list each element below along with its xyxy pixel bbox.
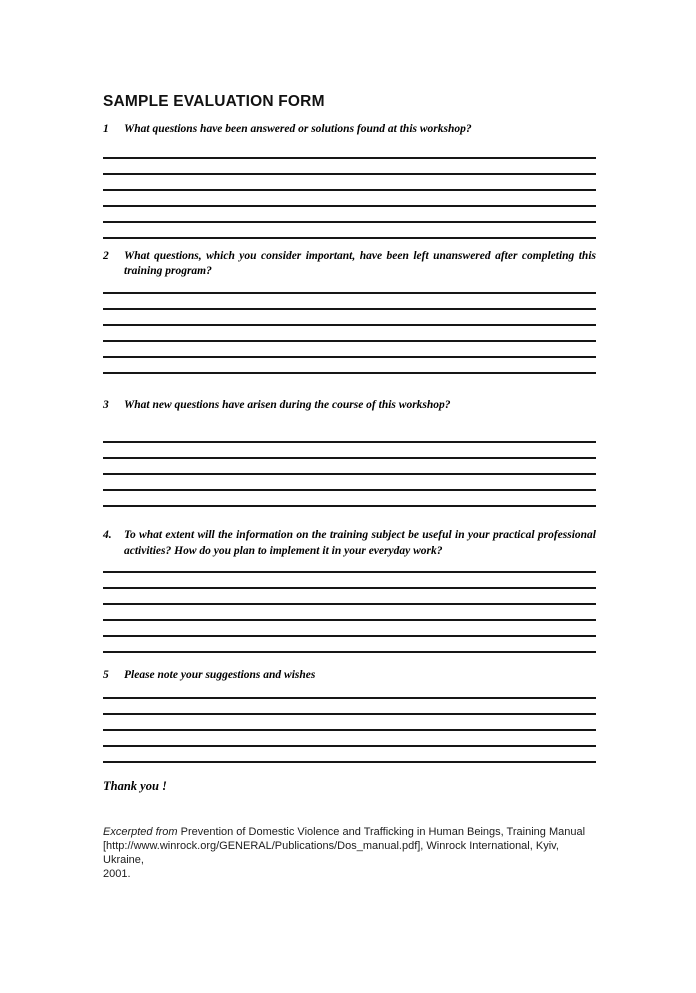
answer-line [103,587,596,589]
answer-lines [103,697,596,763]
source-citation [103,825,596,881]
closing-text: Thank you ! [103,778,167,793]
document-page [0,93,696,993]
question-text: What questions, which you consider important, have been left unanswered after completing this training program? [124,249,596,277]
answer-line [103,457,596,459]
question-row [103,668,596,684]
answer-line [103,324,596,326]
citation-source-title: Prevention of Domestic Violence and Trafficking in Human Beings, Training Manual [180,825,586,838]
question-section-3 [103,398,596,508]
question-text: What questions have been answered or solutions found at this workshop? [124,123,472,135]
answer-line [103,173,596,175]
question-row [103,528,596,559]
answer-line [103,356,596,358]
citation-line-2: [http://www.winrock.org/GENERAL/Publications/Dos_manual.pdf], Winrock International, Kyiv, Ukraine, [103,839,559,866]
answer-line [103,205,596,207]
question-number: 4. [103,529,112,541]
answer-line [103,745,596,747]
question-number: 3 [103,398,109,411]
answer-line [103,505,596,507]
question-text: To what extent will the information on the training subject be useful in your practical professional activities? How do you plan to implement it in your everyday work? [124,529,596,557]
answer-line [103,713,596,715]
answer-line [103,571,596,573]
answer-line [103,221,596,223]
answer-lines [103,571,596,653]
answer-line [103,619,596,621]
page-title: SAMPLE EVALUATION FORM [103,93,325,110]
citation-line-1 [103,825,596,839]
answer-line [103,729,596,731]
answer-line [103,651,596,653]
answer-line [103,603,596,605]
answer-line [103,489,596,491]
question-section-4 [103,528,596,653]
answer-line [103,697,596,699]
question-row [103,122,596,138]
question-section-1 [103,122,596,239]
question-number: 1 [103,123,109,135]
answer-line [103,308,596,310]
answer-lines [103,157,596,239]
question-number: 5 [103,669,109,681]
answer-line [103,157,596,159]
answer-line [103,189,596,191]
question-number: 2 [103,249,109,262]
answer-line [103,473,596,475]
answer-line [103,372,596,374]
answer-line [103,441,596,443]
answer-line [103,237,596,239]
page-content [103,93,596,881]
answer-lines [103,441,596,507]
question-text: Please note your suggestions and wishes [124,669,316,681]
answer-line [103,635,596,637]
answer-line [103,761,596,763]
question-row [103,398,596,414]
answer-line [103,340,596,342]
question-section-2 [103,249,596,374]
question-row [103,249,596,280]
answer-line [103,292,596,294]
question-section-5 [103,668,596,763]
citation-line-3: 2001. [103,867,131,880]
answer-lines [103,292,596,374]
question-text: What new questions have arisen during the course of this workshop? [124,398,451,411]
citation-excerpt-prefix: Excerpted from [103,825,178,838]
